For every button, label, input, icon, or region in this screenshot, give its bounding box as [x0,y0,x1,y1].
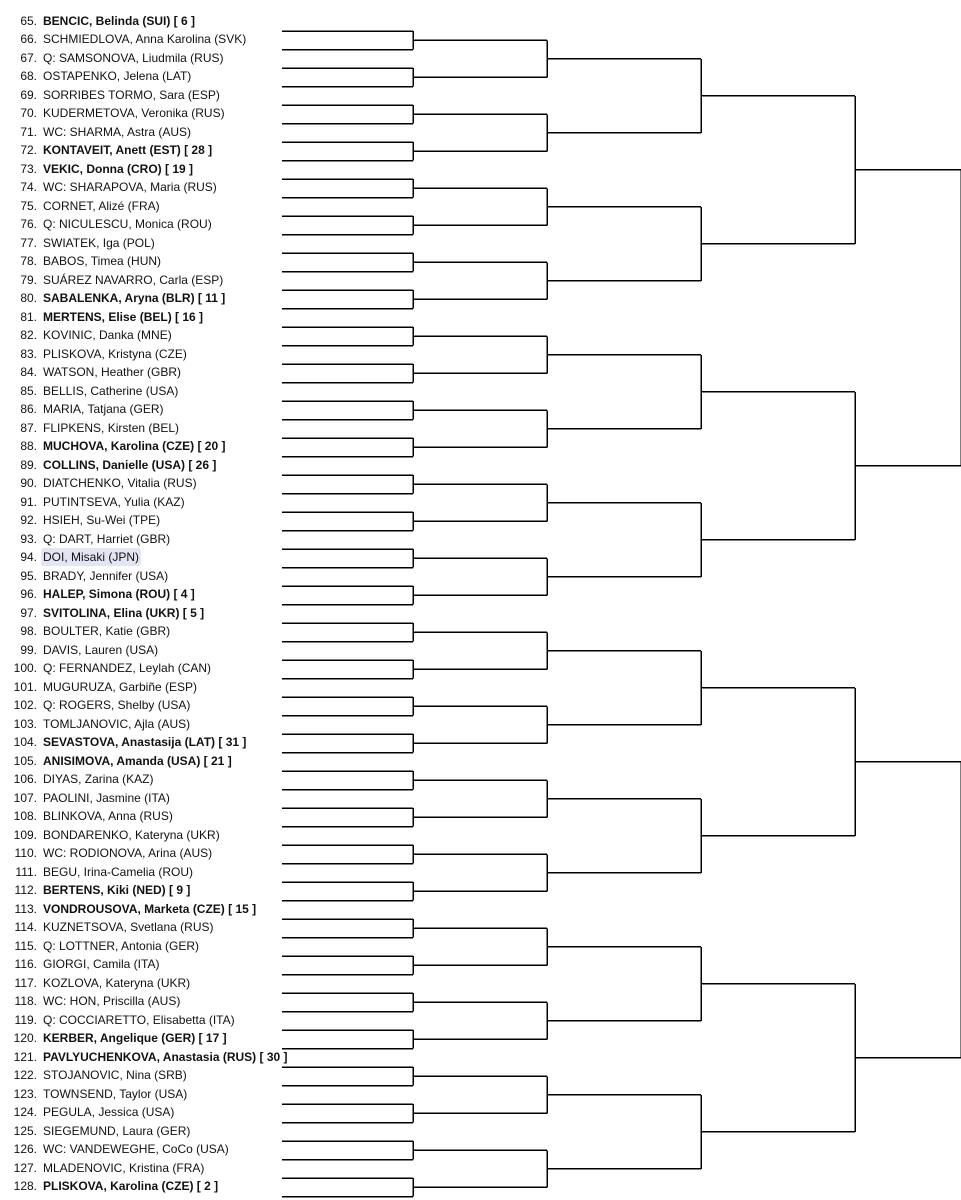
player-number: 77. [20,235,37,250]
player-name: DIYAS, Zarina (KAZ) [43,772,154,786]
player-name: MLADENOVIC, Kristina (FRA) [43,1160,205,1175]
player-name: Q: FERNANDEZ, Leylah (CAN) [43,661,212,675]
player-number: 115. [14,938,37,953]
player-name: MARIA, Tatjana (GER) [43,402,164,416]
player-name: TOWNSEND, Taylor (USA) [43,1086,188,1101]
player-name: WATSON, Heather (GBR) [43,365,182,379]
player-name: BELLIS, Catherine (USA) [43,383,179,398]
player-number: 69. [20,87,37,102]
player-number: 112. [14,883,37,897]
player-name: Q: LOTTNER, Antonia (GER) [43,938,200,953]
seeded-player-name: BENCIC, Belinda (SUI) [ 6 ] [43,13,196,28]
player-name: BEGU, Irina-Camelia (ROU) [43,864,194,879]
seeded-player-name: KONTAVEIT, Anett (EST) [ 28 ] [43,143,213,157]
player-name: HSIEH, Su-Wei (TPE) [43,513,161,527]
player-number: 73. [20,161,37,176]
seeded-player-name: SABALENKA, Aryna (BLR) [ 11 ] [43,291,226,305]
player-number: 82. [20,328,37,342]
player-number: 114. [14,920,37,934]
player-number: 83. [20,346,37,361]
seeded-player-name: HALEP, Simona (ROU) [ 4 ] [43,587,195,601]
player-number: 74. [20,180,37,194]
player-number: 101. [13,679,37,694]
player-number: 105. [13,753,37,768]
player-number: 118. [14,994,37,1008]
player-number: 100. [13,661,37,675]
player-number: 128. [13,1179,37,1193]
player-name: Q: NICULESCU, Monica (ROU) [43,217,212,231]
player-name: Q: COCCIARETTO, Elisabetta (ITA) [43,1012,235,1027]
player-name: WC: SHARMA, Astra (AUS) [43,124,192,139]
seeded-player-name: SVITOLINA, Elina (UKR) [ 5 ] [43,605,205,620]
player-number: 110. [14,846,37,860]
player-name: DAVIS, Lauren (USA) [43,642,159,657]
player-name: Q: DART, Harriet (GBR) [43,531,171,546]
player-name: Q: SAMSONOVA, Liudmila (RUS) [43,50,224,65]
player-name: Q: ROGERS, Shelby (USA) [43,698,191,712]
player-number: 121. [13,1049,37,1064]
seeded-player-name: KERBER, Angelique (GER) [ 17 ] [43,1031,227,1045]
player-number: 119. [14,1012,37,1027]
player-number: 113. [14,901,37,916]
player-number: 104. [13,735,37,749]
player-number: 107. [13,790,37,805]
player-name: PUTINTSEVA, Yulia (KAZ) [43,494,185,509]
player-name: STOJANOVIC, Nina (SRB) [43,1068,187,1082]
player-number: 96. [20,587,37,601]
player-number: 116. [14,957,37,971]
player-name: KOVINIC, Danka (MNE) [43,328,172,342]
player-number: 106. [13,772,37,786]
player-name: PAOLINI, Jasmine (ITA) [43,790,170,805]
player-number: 103. [13,716,37,731]
player-name: WC: RODIONOVA, Arina (AUS) [43,846,213,860]
player-number: 86. [20,402,37,416]
seeded-player-name: ANISIMOVA, Amanda (USA) [ 21 ] [43,753,232,768]
player-number: 120. [13,1031,37,1045]
player-name: WC: HON, Priscilla (AUS) [43,994,181,1008]
seeded-player-name: MERTENS, Elise (BEL) [ 16 ] [43,309,204,324]
player-name: MUGURUZA, Garbiñe (ESP) [43,679,198,694]
player-name: TOMLJANOVIC, Ajla (AUS) [43,716,191,731]
seeded-player-name: PLISKOVA, Karolina (CZE) [ 2 ] [43,1179,219,1193]
seeded-player-name: SEVASTOVA, Anastasija (LAT) [ 31 ] [43,735,247,749]
player-name: PEGULA, Jessica (USA) [43,1105,175,1119]
player-number: 65. [20,13,37,28]
player-name: CORNET, Alizé (FRA) [43,198,160,213]
player-name: KUDERMETOVA, Veronika (RUS) [43,106,225,120]
player-number: 92. [20,513,37,527]
player-name: SUÁREZ NAVARRO, Carla (ESP) [43,272,224,287]
player-name: SCHMIEDLOVA, Anna Karolina (SVK) [43,32,247,46]
player-number: 88. [20,439,37,453]
player-name: SORRIBES TORMO, Sara (ESP) [43,87,220,102]
seeded-player-name: BERTENS, Kiki (NED) [ 9 ] [43,883,191,897]
player-number: 68. [20,69,37,83]
player-number: 99. [20,642,37,657]
player-number: 71. [20,124,37,139]
player-name: BONDARENKO, Kateryna (UKR) [43,827,220,842]
player-name: DIATCHENKO, Vitalia (RUS) [43,476,197,490]
player-number: 98. [20,624,37,638]
player-name: GIORGI, Camila (ITA) [43,957,160,971]
player-number: 75. [20,198,37,213]
seeded-player-name: PAVLYUCHENKOVA, Anastasia (RUS) [ 30 ] [43,1049,288,1064]
player-number: 91. [20,494,37,509]
seeded-player-name: MUCHOVA, Karolina (CZE) [ 20 ] [43,439,226,453]
player-number: 70. [20,106,37,120]
player-name: SIEGEMUND, Laura (GER) [43,1123,191,1138]
player-number: 87. [20,420,37,435]
player-number: 127. [13,1160,37,1175]
player-number: 67. [20,50,37,65]
player-name: WC: VANDEWEGHE, CoCo (USA) [43,1142,229,1156]
player-number: 125. [13,1123,37,1138]
player-name: SWIATEK, Iga (POL) [43,235,155,250]
player-name: KUZNETSOVA, Svetlana (RUS) [43,920,214,934]
player-name: DOI, Misaki (JPN) [43,550,139,564]
player-number: 78. [20,254,37,268]
seeded-player-name: VEKIC, Donna (CRO) [ 19 ] [43,161,194,176]
player-name: WC: SHARAPOVA, Maria (RUS) [43,180,217,194]
player-number: 111. [15,864,37,879]
player-number: 95. [20,568,37,583]
player-name: KOZLOVA, Kateryna (UKR) [43,975,191,990]
player-name: OSTAPENKO, Jelena (LAT) [43,69,192,83]
player-number: 76. [20,217,37,231]
player-name: PLISKOVA, Kristyna (CZE) [43,346,187,361]
seeded-player-name: VONDROUSOVA, Marketa (CZE) [ 15 ] [43,901,257,916]
player-number: 72. [20,143,37,157]
player-number: 66. [20,32,37,46]
player-number: 126. [13,1142,37,1156]
player-number: 117. [14,975,37,990]
player-name: BLINKOVA, Anna (RUS) [43,809,173,823]
player-number: 85. [20,383,37,398]
player-number: 89. [20,457,37,472]
player-number: 93. [20,531,37,546]
player-name: BOULTER, Katie (GBR) [43,624,171,638]
player-number: 84. [20,365,37,379]
player-number: 102. [13,698,37,712]
player-number: 94. [20,550,37,564]
player-number: 79. [20,272,37,287]
player-name: BABOS, Timea (HUN) [43,254,162,268]
player-number: 108. [13,809,37,823]
player-number: 81. [20,309,37,324]
player-number: 124. [13,1105,37,1119]
player-number: 80. [20,291,37,305]
player-number: 122. [13,1068,37,1082]
seeded-player-name: COLLINS, Danielle (USA) [ 26 ] [43,457,217,472]
player-name: FLIPKENS, Kirsten (BEL) [43,420,180,435]
player-number: 90. [20,476,37,490]
player-number: 97. [20,605,37,620]
player-number: 123. [13,1086,37,1101]
player-name: BRADY, Jennifer (USA) [43,568,169,583]
player-number: 109. [13,827,37,842]
